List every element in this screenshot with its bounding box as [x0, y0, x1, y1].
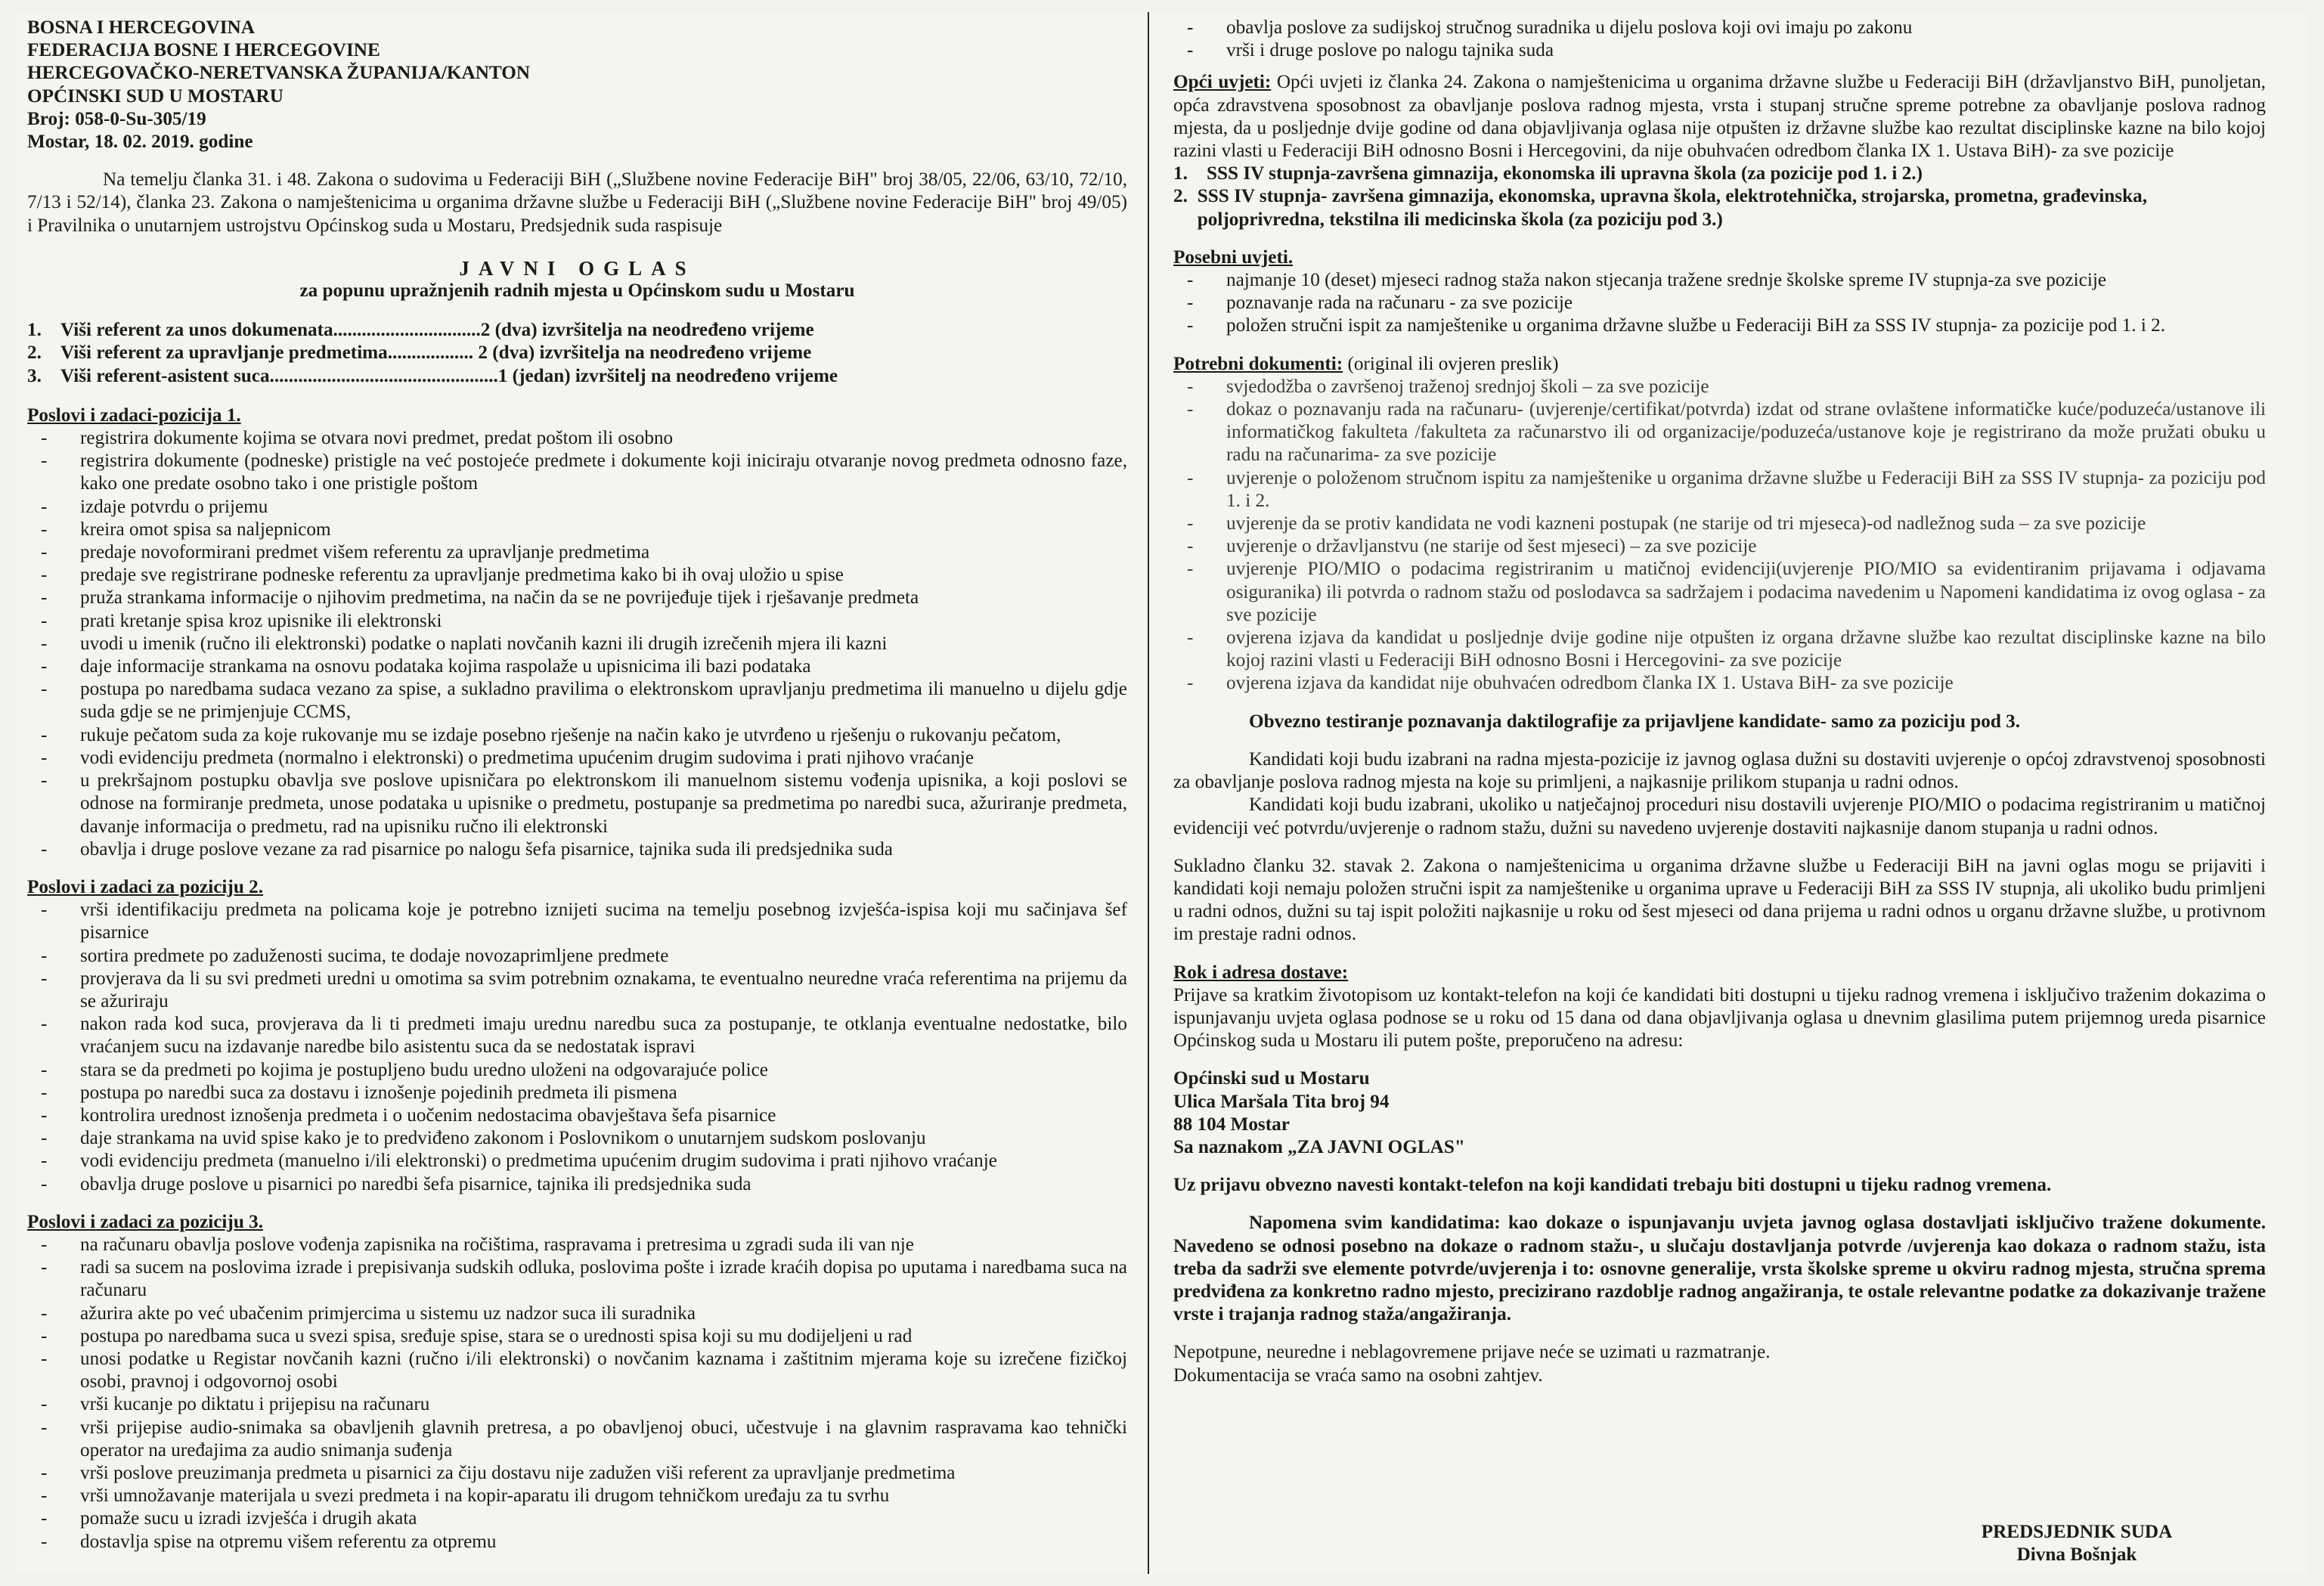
list-item: - poznavanje rada na računaru - za sve pozicije	[1173, 292, 2266, 314]
list-item: - radi sa sucem na poslovima izrade i prepisivanja sudskih odluka, poslovima pošte i izrade kraćih dopisa po uputama i naredbama suca na računaru	[27, 1256, 1127, 1302]
list-item: - predaje sve registrirane podneske referentu za upravljanje predmetima kako bi ih ovaj uložio u spise	[27, 564, 1127, 587]
pio-paragraph: Kandidati koji budu izabrani, ukoliko u natječajnoj proceduri nisu dostavili uvjerenje PIO/MIO o podacima registriranim u matičnoj evidenciji već potvrdu/uvjerenje o radnom stažu, dužni su navedeno uvjerenje dostaviti najkasnije danom stupanja u radni odnos.	[1173, 795, 2266, 838]
signature-name: Divna Bošnjak	[2016, 1544, 2137, 1565]
header-line: HERCEGOVAČKO-NERETVANSKA ŽUPANIJA/KANTON	[27, 63, 531, 84]
list-item: - uvjerenje o položenom stručnom ispitu za namještenike u organima državne službe u Federaciji BiH za SSS IV stupnja- za poziciju pod 1. i 2.	[1173, 467, 2266, 513]
address-line: Općinski sud u Mostaru	[1173, 1068, 1370, 1089]
education-requirements	[1173, 163, 2266, 231]
general-conditions-heading: Opći uvjeti:	[1173, 72, 1272, 93]
signature-role: PREDSJEDNIK SUDA	[1981, 1521, 2173, 1542]
list-item: - vodi evidenciju predmeta (manuelno i/ili elektronski) o predmetima upućenim drugim sudovima i prati njihovo vraćanje	[27, 1150, 1127, 1172]
list-item: - ovjerena izjava da kandidat u posljednje dvije godine nije otpušten iz organa državne službe kao rezultat disciplinske kazne na bilo kojoj razini vlasti u Federaciji BiH odnosno Bosni i Hercegovini- za sve pozicije	[1173, 627, 2266, 672]
list-item: - prati kretanje spisa kroz upisnike ili elektronski	[27, 610, 1127, 633]
list-item: - kreira omot spisa sa naljepnicom	[27, 519, 1127, 541]
position-label: Viši referent za unos dokumenata...............................2 (dva) izvršitelja na neodređeno vrijeme	[60, 320, 814, 341]
list-item: - stara se da predmeti po kojima je postupljeno budu uredno uloženi na odgovarajuće police	[27, 1059, 1127, 1082]
section-heading: Poslovi i zadaci-pozicija 1.	[27, 404, 241, 426]
list-item: - registrira dokumente (podneske) pristigle na već postojeće predmete i dokumente koji iniciraju otvaranje novog predmeta odnosno faze, kako one predate osobno tako i one pristigle poštom	[27, 450, 1127, 495]
list-item: - položen stručni ispit za namještenike u organima državne službe u Federaciji BiH za SSS IV stupnja- za pozicije pod 1. i 2.	[1173, 314, 2266, 337]
list-item: - daje informacije strankama na osnovu podataka kojima raspolaže u upisnicima ili bazi podataka	[27, 655, 1127, 678]
list-item: - uvjerenje o državljanstvu (ne starije od šest mjeseci) – za sve pozicije	[1173, 535, 2266, 558]
list-item: - vrši prijepise audio-snimaka sa obavljenih glavnih pretresa, a po obavljenoj obuci, učestvuje i na glavnim raspravama kao tehnički operator na uređajima za audio snimanja suđenja	[27, 1417, 1127, 1462]
general-conditions-text: Opći uvjeti iz članka 24. Zakona o namještenicima u organima državne službe u Federaciji BiH (državljanstvo BiH, punoljetan, opća zdravstvena sposobnost za obavljanje poslova radnog mjesta, vrsta i stupanj stručne spreme potrebne za obavljanje poslova radnog mjesta, da u posljednje dvije godine od dana objavljivanja oglasa nije otpušten iz državne službe kao rezultat disciplinske kazne na bilo kojoj razini vlasti u Federaciji BiH odnosno Bosni i Hercegovini, da nije obuhvaćen odredbom članka IX 1. Ustava BiH)- za sve pozicije	[1173, 72, 2266, 162]
position-label: Viši referent-asistent suca................................................1 (jedan) izvršitelj na neodređeno vrijeme	[60, 365, 838, 386]
list-item: - u prekršajnom postupku obavlja sve poslove upisničara po elektronskom ili manuelnom sistemu vođenja upisnika, a koji poslovi se odnose na formiranje predmeta, unose podataka u upisnike o predmetu, postupanje sa predmetima po naredbi suca, ažuriranje predmeta, davanje informacija o predmetu, rad na upisniku ručno ili elektronski	[27, 770, 1127, 838]
duties-list	[27, 899, 1127, 1196]
documents-list	[1173, 376, 2266, 695]
typing-test-note: Obvezno testiranje poznavanja daktilografije za prijavljene kandidate- samo za poziciju pod 3.	[1249, 711, 2021, 732]
list-item: - obavlja poslove za sudijskoj stručnog suradnika u dijelu poslova koji ovi imaju po zakonu	[1173, 17, 2266, 39]
list-item: - rukuje pečatom suda za koje rukovanje mu se izdaje posebno rješenje na način kako je utvrđeno u rješenju o rukovanju pečatom,	[27, 724, 1127, 747]
special-conditions-list	[1173, 269, 2266, 338]
list-item: - sortira predmete po zaduženosti sucima, te dodaje novozaprimljene predmete	[27, 945, 1127, 968]
list-item: - izdaje potvrdu o prijemu	[27, 496, 1127, 519]
contact-note: Uz prijavu obvezno navesti kontakt-telefon na koji kandidati trebaju biti dostupni u tijeku radnog vremena.	[1173, 1175, 2052, 1196]
list-item: - vrši i druge poslove po nalogu tajnika suda	[1173, 39, 2266, 62]
list-item: - pruža strankama informacije o njihovim predmetima, na način da se ne povrijeđuje tijek i rješavanje predmeta	[27, 587, 1127, 609]
header-line: OPĆINSKI SUD U MOSTARU	[27, 85, 284, 107]
address-line: Sa naznakom „ZA JAVNI OGLAS"	[1173, 1136, 1465, 1157]
duties-section-2	[27, 876, 1127, 1196]
deadline-text: Prijave sa kratkim životopisom uz kontakt-telefon na koji će kandidati biti dostupni u tijeku radnog vremena i isključivo traženim dokazima o ispunjavanju uvjeta oglasa podnose se u roku od 15 dana od dana objavljivanja oglasa u dnevnim glasilima putem prijemnog ureda pisarnice Općinskog suda u Mostaru ili putem pošte, preporučeno na adresu:	[1173, 984, 2266, 1052]
health-paragraph: Kandidati koji budu izabrani na radna mjesta-pozicije iz javnog oglasa dužni su dostaviti uvjerenje o općoj zdravstvenoj sposobnosti za obavljanje poslova radnog mjesta na koje su primljeni, a najkasnije prilikom stupanja u radni odnos.	[1173, 748, 2266, 793]
address-line: Ulica Maršala Tita broj 94	[1173, 1091, 1390, 1112]
list-item: - postupa po naredbama sudaca vezano za spise, a sukladno pravilima o elektronskom upravljanju predmetima ili manuelno u dijelu gdje suda gdje se ne primjenjuje CCMS,	[27, 678, 1127, 723]
documents-heading-line	[1173, 353, 2266, 376]
documents-heading: Potrebni dokumenti:	[1173, 353, 1343, 374]
list-item: - obavlja i druge poslove vezane za rad pisarnice po nalogu šefa pisarnice, tajnika suda ili predsjednika suda	[27, 838, 1127, 861]
documents-heading-note: (original ili ovjeren preslik)	[1343, 353, 1559, 374]
duties-section-3	[27, 1211, 1127, 1553]
requirement-row	[1173, 163, 2266, 185]
duties-section-1	[27, 404, 1127, 861]
closing-line: Dokumentacija se vraća samo na osobni zahtjev.	[1173, 1365, 1543, 1386]
position-number: 1.	[27, 320, 42, 341]
list-item: - najmanje 10 (deset) mjeseci radnog staža nakon stjecanja tražene srednje školske spreme IV stupnja-za sve pozicije	[1173, 269, 2266, 292]
date-line: Mostar, 18. 02. 2019. godine	[27, 132, 253, 153]
right-column	[1173, 17, 2266, 1574]
duties-list	[27, 427, 1127, 861]
list-item: - uvjerenje da se protiv kandidata ne vodi kazneni postupak (ne starije od tri mjeseca)-od nadležnog suda – za sve pozicije	[1173, 513, 2266, 535]
position-number: 3.	[27, 365, 42, 386]
requirement-label: SSS IV stupnja-završena gimnazija, ekonomska ili upravna škola (za pozicije pod 1. i 2.)	[1207, 163, 1923, 184]
list-item: - dostavlja spise na otpremu višem referentu za otpremu	[27, 1531, 1127, 1553]
list-item: - pomaže sucu u izradi izvješća i drugih akata	[27, 1507, 1127, 1530]
requirement-number: 2.	[1173, 186, 1188, 207]
list-item: - vrši poslove preuzimanja predmeta u pisarnici za čiju dostavu nije zadužen viši referent za upravljanje predmetima	[27, 1462, 1127, 1485]
case-number: Broj: 058-0-Su-305/19	[27, 108, 206, 129]
section-heading: Poslovi i zadaci za poziciju 2.	[27, 876, 264, 897]
court-header	[27, 17, 1127, 153]
document-title: JAVNI OGLAS	[459, 256, 696, 280]
list-item: - postupa po naredbi suca za dostavu i iznošenje pojedinih predmeta ili pismena	[27, 1082, 1127, 1104]
position-row	[27, 319, 1127, 342]
list-item: - unosi podatke u Registar novčanih kazni (ručno i/ili elektronski) o novčanim kaznama i zaštitnim mjerama koje su izrečene fizičkoj osobi, pravnoj i odgovornoj osobi	[27, 1348, 1127, 1393]
list-item: - uvjerenje PIO/MIO o podacima registriranim u matičnoj evidenciji(uvjerenje PIO/MIO sa evidentiranim prijavama i odjavama osiguranika) ili potvrda o radnom stažu od poslodavca sa sadržajem i podacima navedenim u Napomeni kandidatima iz ovog oglasa - za sve pozicije	[1173, 558, 2266, 627]
intro-paragraph: Na temelju članka 31. i 48. Zakona o sudovima u Federaciji BiH („Službene novine Federacije BiH" broj 38/05, 22/06, 63/10, 72/10, 7/13 i 52/14), članka 23. Zakona o namještenicima u organima državne službe u Federaciji BiH („Službene novine Federacije BiH" broj 49/05) i Pravilnika o unutarnjem ustrojstvu Općinskog suda u Mostaru, Predsjednik suda raspisuje	[27, 169, 1127, 236]
list-item: - postupa po naredbama suca u svezi spisa, sređuje spise, stara se o urednosti spisa koji su mu dodijeljeni u rad	[27, 1325, 1127, 1348]
requirement-label: SSS IV stupnja- završena gimnazija, ekonomska, upravna škola, elektrotehnička, strojarska, prometna, građevinska, poljoprivredna, tekstilna ili medicinska škola (za poziciju pod 3.)	[1197, 186, 2148, 230]
document-subtitle: za popunu upražnjenih radnih mjesta u Općinskom sudu u Mostaru	[299, 280, 855, 302]
deadline-heading: Rok i adresa dostave:	[1173, 962, 1349, 983]
position-label: Viši referent za upravljanje predmetima.................. 2 (dva) izvršitelja na neodređeno vrijeme	[60, 342, 812, 364]
list-item: - ovjerena izjava da kandidat nije obuhvaćen odredbom članka IX 1. Ustava BiH- za sve pozicije	[1173, 672, 2266, 695]
left-column	[27, 17, 1127, 1574]
list-item: - vrši kucanje po diktatu i prijepisu na računaru	[27, 1393, 1127, 1416]
list-item: - dokaz o poznavanju rada na računaru- (uvjerenje/certifikat/potvrda) izdat od strane ovlaštene informatičke kuće/poduzeća/ustanove ili informatičkog fakulteta /fakulteta za računarstvo ili od organizacije/poduzeća/ustanove koje je registrirano da može pružati obuku u radu na računarima- za sve pozicije	[1173, 398, 2266, 467]
list-item: - vrši identifikaciju predmeta na policama koje je potrebno iznijeti sucima na temelju posebnog izvješća-ispisa koji mu sačinjava šef pisarnice	[27, 899, 1127, 944]
position-row	[27, 365, 1127, 388]
list-item: - obavlja druge poslove u pisarnici po naredbi šefa pisarnice, tajnika ili predsjednika suda	[27, 1173, 1127, 1196]
list-item: - kontrolira urednost iznošenja predmeta i o uočenim nedostacima obavještava šefa pisarnice	[27, 1104, 1127, 1127]
list-item: - na računaru obavlja poslove vođenja zapisnika na ročištima, raspravama i pretresima u zgradi suda ili van nje	[27, 1234, 1127, 1256]
address-line: 88 104 Mostar	[1173, 1114, 1290, 1135]
position-number: 2.	[27, 342, 42, 364]
list-item: - vrši umnožavanje materijala u svezi predmeta i na kopir-aparatu ili drugom tehničkom uređaju za tu svrhu	[27, 1485, 1127, 1507]
header-line: BOSNA I HERCEGOVINA	[27, 17, 255, 38]
header-line: FEDERACIJA BOSNE I HERCEGOVINE	[27, 40, 380, 61]
list-item: - vodi evidenciju predmeta (normalno i elektronski) o predmetima upućenim drugim sudovima i prati njihovo vraćanje	[27, 747, 1127, 770]
list-item: - svjedodžba o završenoj traženoj srednjoj školi – za sve pozicije	[1173, 376, 2266, 398]
requirement-number: 1.	[1173, 163, 1188, 184]
special-conditions-heading: Posebni uvjeti.	[1173, 246, 1294, 268]
signature-block	[1933, 1521, 2220, 1566]
list-item: - predaje novoformirani predmet višem referentu za upravljanje predmetima	[27, 541, 1127, 564]
list-item: - registrira dokumente kojima se otvara novi predmet, predat poštom ili osobno	[27, 427, 1127, 450]
candidates-notice: Napomena svim kandidatima: kao dokaze o ispunjavanju uvjeta javnog oglasa dostavljati isključivo tražene dokumente. Navedeno se odnosi posebno na dokaze o radnom stažu-, u slučaju dostavljanja potvrde /uvjerenja kao dokaza o radnom stažu, ista treba da sadrži sve elemente potvrde/uvjerenja i to: osnovne generalije, vrsta školske spreme u okviru radnog mjesta, stručna sprema predviđena za konkretno radno mjesto, precizirano razdoblje radnog angažiranja, te ostale relevantne podatke za dokazivanje tražene vrste i trajanja radnog staža/angažiranja.	[1173, 1213, 2266, 1325]
requirement-row	[1173, 185, 2266, 231]
position-row	[27, 342, 1127, 364]
list-item: - uvodi u imenik (ručno ili elektronski) podatke o naplati novčanih kazni ili drugih izrečenih mjera ili kazni	[27, 633, 1127, 655]
list-item: - provjerava da li su svi predmeti uredni u omotima sa svim potrebnim oznakama, te eventualno neuredne vraća referentima na prijemu da se ažuriraju	[27, 968, 1127, 1013]
delivery-address	[1173, 1067, 2266, 1159]
section-heading: Poslovi i zadaci za poziciju 3.	[27, 1211, 264, 1232]
list-item: - nakon rada kod suca, provjerava da li ti predmeti imaju urednu naredbu suca za postupanje, te otklanja eventualne nedostatke, bilo vraćanjem sucu na izdavanje naredbe bilo asistentu suca da se nedostatak ispravi	[27, 1013, 1127, 1058]
newspaper-page	[17, 12, 2307, 1574]
duties-list-continued	[1173, 17, 2266, 62]
column-divider	[1148, 12, 1149, 1574]
closing-line: Nepotpune, neuredne i neblagovremene prijave neće se uzimati u razmatranje.	[1173, 1342, 1771, 1363]
positions-list	[27, 319, 1127, 388]
list-item: - daje strankama na uvid spise kako je to predviđeno zakonom i Poslovnikom o unutarnjem sudskom poslovanju	[27, 1127, 1127, 1150]
exam-paragraph: Sukladno članku 32. stavak 2. Zakona o namještenicima u organima državne službe u Federaciji BiH na javni oglas mogu se prijaviti i kandidati koji nemaju položen stručni ispit za namještenike u organima uprave u Federaciji BiH za SSS IV stupnja, ali ukoliko budu primljeni u radni odnos, dužni su taj ispit položiti najkasnije u roku od šest mjeseci od dana prijema u radni odnos u organu državne službe, u protivnom im prestaje radni odnos.	[1173, 855, 2266, 945]
duties-list	[27, 1234, 1127, 1553]
list-item: - ažurira akte po već ubačenim primjercima u sistemu uz nadzor suca ili suradnika	[27, 1303, 1127, 1325]
general-conditions	[1173, 71, 2266, 163]
